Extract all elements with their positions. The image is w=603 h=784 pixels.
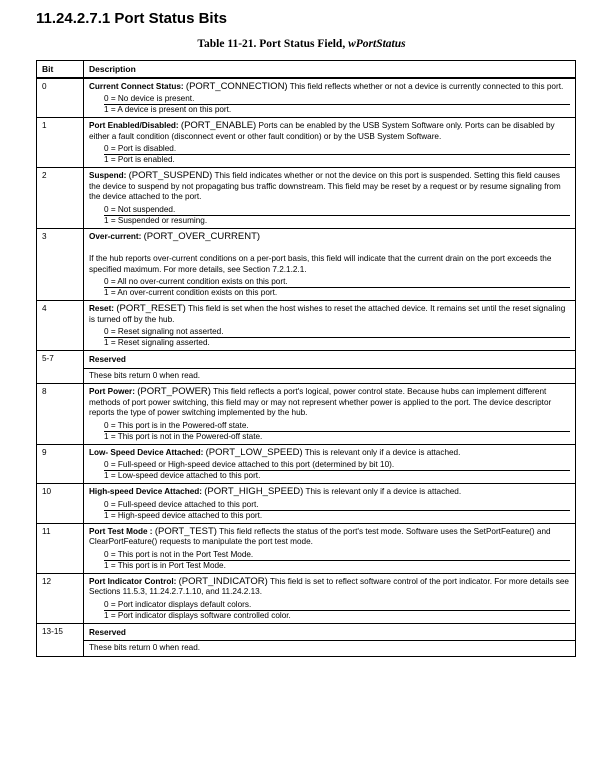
- value-1: 1 = A device is present on this port.: [104, 105, 232, 114]
- field-title: Port Power:: [89, 387, 135, 396]
- value-1: 1 = Port is enabled.: [104, 155, 175, 164]
- value-list: [104, 327, 570, 348]
- description-cell: [84, 623, 576, 656]
- field-code: (PORT_TEST): [154, 525, 217, 537]
- value-0: 0 = Port indicator displays default colors.: [104, 600, 570, 611]
- value-list: [104, 550, 570, 571]
- field-code: (PORT_ENABLE): [180, 120, 257, 131]
- table-row: [37, 444, 576, 484]
- field-text: This is relevant only if a device is attached.: [305, 487, 462, 496]
- value-list: [104, 421, 570, 442]
- bit-cell: 8: [37, 384, 84, 445]
- value-list: [104, 277, 570, 298]
- value-1: 1 = Low-speed device attached to this port.: [104, 471, 261, 480]
- field-text: This is relevant only if a device is attached.: [304, 447, 461, 457]
- section-heading: 11.24.2.7.1 Port Status Bits: [36, 10, 227, 27]
- field-title: High-speed Device Attached:: [89, 487, 202, 496]
- description-cell: [84, 301, 576, 351]
- table-row: [37, 484, 576, 524]
- value-0: 0 = Full-speed device attached to this port.: [104, 500, 570, 511]
- value-0: 0 = Port is disabled.: [104, 144, 570, 155]
- bit-cell: 3: [37, 228, 84, 301]
- field-title: Port Enabled/Disabled:: [89, 121, 179, 130]
- bit-cell: 2: [37, 168, 84, 229]
- field-text: These bits return 0 when read.: [89, 643, 201, 652]
- value-list: [104, 500, 570, 521]
- field-code: (PORT_SUSPEND): [128, 170, 213, 181]
- port-status-table: [36, 60, 576, 657]
- value-list: [104, 205, 570, 226]
- table-caption: [0, 38, 603, 50]
- field-code: (PORT_CONNECTION): [185, 80, 288, 92]
- header-bit: Bit: [37, 61, 84, 78]
- value-0: 0 = No device is present.: [104, 94, 570, 105]
- field-title: Port Test Mode :: [89, 526, 153, 536]
- field-title: Suspend:: [89, 171, 127, 180]
- description-cell: [84, 384, 576, 445]
- field-title: Current Connect Status:: [89, 81, 184, 91]
- bit-cell: 0: [37, 78, 84, 118]
- value-1: 1 = This port is not in the Powered-off state.: [104, 431, 263, 441]
- table-row: [37, 573, 576, 623]
- value-0: 0 = This port is not in the Port Test Mode.: [104, 550, 570, 561]
- description-cell: [84, 484, 576, 524]
- table-row: [37, 118, 576, 168]
- value-list: [104, 144, 570, 165]
- value-1: 1 = This port is in Port Test Mode.: [104, 560, 226, 570]
- bit-cell: 4: [37, 301, 84, 351]
- table-header-row: [37, 61, 576, 78]
- table-row: [37, 351, 576, 384]
- value-0: 0 = Not suspended.: [104, 205, 570, 216]
- field-code: (PORT_INDICATOR): [178, 575, 268, 587]
- value-1: 1 = Port indicator displays software controlled color.: [104, 610, 291, 620]
- field-text: This field reflects whether or not a device is currently connected to this port.: [289, 81, 564, 91]
- value-0: 0 = Full-speed or High-speed device attached to this port (determined by bit 10).: [104, 460, 570, 471]
- bit-cell: 1: [37, 118, 84, 168]
- description-cell: [84, 118, 576, 168]
- description-cell: [84, 351, 576, 384]
- field-text: This field reflects the status of the port's test mode. Software uses the SetPortFeature() and ClearPortFeature() requests to manipulate the port test mode.: [89, 526, 551, 546]
- bit-cell: 12: [37, 573, 84, 623]
- value-1: 1 = An over-current condition exists on this port.: [104, 288, 278, 297]
- bit-cell: 9: [37, 444, 84, 484]
- bit-cell: 11: [37, 523, 84, 573]
- value-list: [104, 94, 570, 115]
- table-row: [37, 623, 576, 656]
- bit-cell: 10: [37, 484, 84, 524]
- value-list: [104, 460, 570, 481]
- table-row: [37, 78, 576, 118]
- table-row: [37, 301, 576, 351]
- field-code: (PORT_HIGH_SPEED): [204, 486, 304, 497]
- description-cell: [84, 228, 576, 301]
- table-row: [37, 523, 576, 573]
- table-row: [37, 168, 576, 229]
- field-code: (PORT_OVER_CURRENT): [143, 230, 261, 242]
- field-text: If the hub reports over-current conditions on a per-port basis, this field will indicate that the current drain on the port exceeds the specified maximum. For more details, see Section 7.2.1.2.1.: [89, 254, 552, 274]
- header-description: Description: [84, 61, 576, 78]
- value-0: 0 = This port is in the Powered-off state.: [104, 421, 570, 432]
- value-1: 1 = Reset signaling asserted.: [104, 338, 210, 347]
- field-title: Reserved: [84, 624, 575, 642]
- bit-cell: 13-15: [37, 623, 84, 656]
- table-caption-prefix: Table 11-21. Port Status Field,: [197, 38, 346, 50]
- value-list: [104, 600, 570, 621]
- field-code: (PORT_LOW_SPEED): [205, 446, 303, 458]
- value-1: 1 = High-speed device attached to this port.: [104, 510, 263, 520]
- field-title: Low- Speed Device Attached:: [89, 447, 204, 457]
- field-text: Ports can be enabled by the USB System Software only. Ports can be disabled by either a fault condition (disconnect event or other fault condition) or by the USB System Software.: [89, 121, 555, 141]
- field-title: Reserved: [84, 351, 575, 369]
- field-text: These bits return 0 when read.: [89, 370, 201, 380]
- value-1: 1 = Suspended or resuming.: [104, 215, 208, 225]
- value-0: 0 = All no over-current condition exists on this port.: [104, 277, 570, 288]
- table-row: [37, 384, 576, 445]
- field-text: This field reflects a port's logical, power control state. Because hubs can implement different methods of port power switching, this field may or may not represent whether power is applied to the port. The device descriptor reports the type of power switching implemented by the hub.: [89, 387, 552, 417]
- description-cell: [84, 78, 576, 118]
- field-text: This field is set to reflect software control of the port indicator. For more details see Sections 11.5.3, 11.24.2.7.1.10, and 11.24.2.13.: [89, 576, 569, 596]
- bit-cell: 5-7: [37, 351, 84, 384]
- description-cell: [84, 168, 576, 229]
- table-row: [37, 228, 576, 301]
- field-code: (PORT_RESET): [116, 303, 186, 314]
- field-title: Reset:: [89, 304, 115, 313]
- description-cell: [84, 444, 576, 484]
- value-0: 0 = Reset signaling not asserted.: [104, 327, 570, 338]
- field-text: This field is set when the host wishes to reset the attached device. It remains set until the reset signaling is turned off by the hub.: [89, 304, 566, 324]
- description-cell: [84, 573, 576, 623]
- field-title: Port Indicator Control:: [89, 576, 177, 586]
- field-title: Over-current:: [89, 231, 142, 241]
- table-caption-field: wPortStatus: [348, 38, 406, 50]
- description-cell: [84, 523, 576, 573]
- field-text: This field indicates whether or not the device on this port is suspended. Setting this field causes the device to suspend by not propagating bus traffic downstream. This field may be reset by a request or by resume signaling from the device attached to the port.: [89, 171, 561, 201]
- field-code: (PORT_POWER): [137, 386, 211, 397]
